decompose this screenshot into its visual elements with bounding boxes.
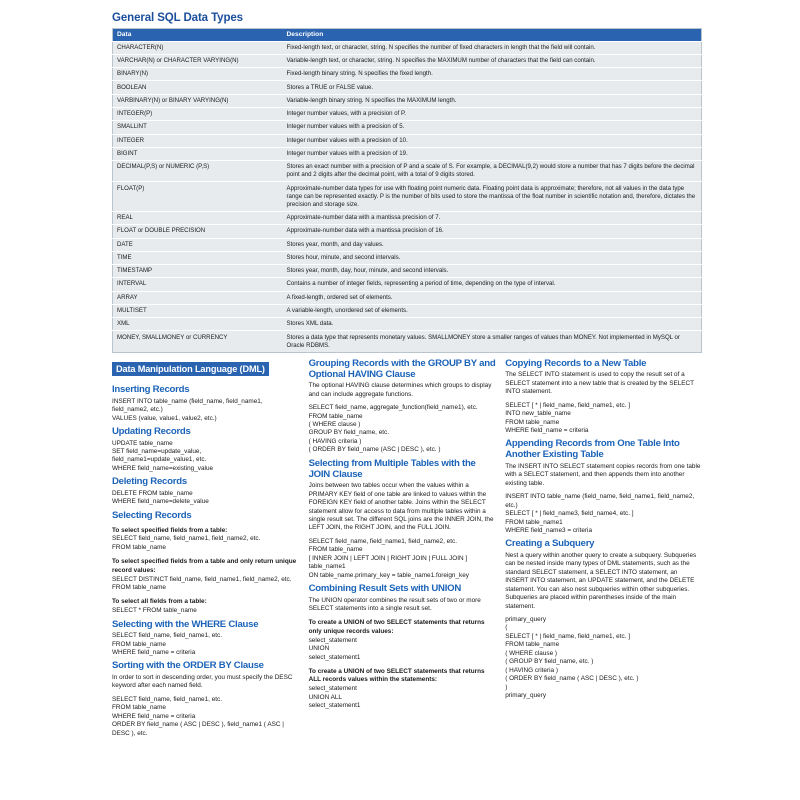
code-line: ON table_name.primary_key = table_name1.foreign_key — [308, 571, 469, 579]
column-header-description: Description — [283, 29, 702, 42]
cell-description: Integer number values with a precision of 19. — [283, 147, 702, 160]
cell-description: Integer number values with a precision of 10. — [283, 134, 702, 147]
text-appending-records: The INSERT INTO SELECT statement copies records from one table with a SELECT statement, and then appends them into another existing table. — [505, 462, 701, 487]
table-row — [113, 147, 702, 160]
code-line: ( HAVING criteria ) — [308, 437, 362, 445]
code-line: select_statement — [308, 636, 357, 644]
code-line: UNION ALL — [308, 693, 342, 701]
cell-data-type: CHARACTER(N) — [113, 41, 283, 54]
code-join — [309, 538, 497, 580]
code-line: FROM table_name1 — [505, 518, 563, 526]
code-line: FROM table_name — [112, 583, 166, 591]
table-row — [113, 182, 702, 211]
code-where — [112, 632, 300, 657]
heading-creating-subquery: Creating a Subquery — [505, 538, 595, 550]
code-line: ( ORDER BY field_name (ASC | DESC ), etc. ) — [308, 446, 441, 454]
cell-data-type: MULTISET — [113, 304, 283, 317]
code-line: field_name1=update_value1, etc. — [112, 456, 207, 464]
code-subquery — [505, 616, 702, 701]
page-title: General SQL Data Types — [112, 12, 243, 24]
column-middle — [309, 359, 506, 738]
code-select-fields — [112, 535, 300, 552]
code-line: ( WHERE clause ) — [308, 421, 361, 429]
code-insert — [112, 398, 300, 423]
cell-data-type: BIGINT — [113, 147, 283, 160]
cell-data-type: SMALLINT — [113, 121, 283, 134]
code-line: select_statement — [308, 685, 357, 693]
cell-description: Approximate-number data with a mantissa precision of 7. — [283, 211, 702, 224]
cell-data-type: BINARY(N) — [113, 68, 283, 81]
table-row — [113, 265, 702, 278]
code-line: WHERE field_name=delete_value — [112, 498, 209, 506]
cell-description: Contains a number of integer fields, representing a period of time, depending on the type of interval. — [283, 278, 702, 291]
code-line: SELECT field_name, field_name1, etc. — [112, 695, 223, 703]
code-line: SELECT field_name, field_name1, etc. — [112, 632, 223, 640]
subheading-select-all: To select all fields from a table: — [112, 598, 207, 606]
cell-data-type: TIME — [113, 251, 283, 264]
code-line: ) — [505, 683, 508, 691]
code-line: UPDATE table_name — [112, 439, 173, 447]
dml-banner: Data Manipulation Language (DML) — [112, 362, 269, 376]
code-line: select_statement1 — [308, 653, 361, 661]
text-order-by: In order to sort in descending order, you must specify the DESC keyword after each named field. — [112, 673, 293, 690]
table-row — [113, 318, 702, 331]
code-select-all — [112, 607, 300, 615]
code-insert-into-select — [505, 493, 702, 535]
code-line: GROUP BY field_name, etc. — [308, 429, 389, 437]
cell-description: Stores XML data. — [283, 318, 702, 331]
code-line: [ INNER JOIN | LEFT JOIN | RIGHT JOIN | FULL JOIN ] — [308, 554, 468, 562]
table-row — [113, 251, 702, 264]
cell-description: A fixed-length, ordered set of elements. — [283, 291, 702, 304]
cell-data-type: DATE — [113, 238, 283, 251]
cell-description: Approximate-number data with a mantissa precision of 16. — [283, 225, 702, 238]
code-order-by — [112, 696, 300, 738]
code-select-distinct — [112, 576, 300, 593]
table-row — [113, 54, 702, 67]
cell-data-type: VARBINARY(N) or BINARY VARYING(N) — [113, 94, 283, 107]
cell-description: Stores hour, minute, and second intervals. — [283, 251, 702, 264]
table-row — [113, 107, 702, 120]
cell-description: Stores an exact number with a precision of P and a scale of S. For example, a DECIMAL(9,2) would store a number that has 7 digits before the decimal point and 2 digits after the decimal point, with a total of 9 digits stored. — [283, 161, 702, 182]
cell-description: Approximate-number data types for use with floating point numeric data. Floating point data is approximate; therefore, not all values in the data type range can be represented exactly. P is the number of bits used to store the mantissa of the float number in scientific notation and, therefore, dictates the precision and storage size. — [283, 182, 702, 211]
code-line: SELECT field_name, aggregate_function(field_name1), etc. — [308, 404, 478, 412]
table-row — [113, 331, 702, 352]
code-line: ( ORDER BY field_name ( ASC | DESC ), etc. ) — [505, 675, 639, 683]
text-join-clause: Joins between two tables occur when the values within a PRIMARY KEY field of one table are linked to values within the FOREIGN KEY field of another table. Joins within the SELECT statement allow for access to data from multiple tables within a single result set. The different SQL joins are the INNER JOIN, the LEFT JOIN, the RIGHT JOIN, and the FULL JOIN. — [308, 482, 494, 532]
code-line: FROM table_name — [505, 418, 560, 426]
table-row — [113, 134, 702, 147]
table-header — [113, 29, 702, 42]
code-line: primary_query — [505, 692, 547, 700]
code-line: FROM table_name — [112, 543, 166, 551]
code-line: FROM table_name — [308, 412, 363, 420]
text-union: The UNION operator combines the result sets of two or more SELECT statements into a single result set. — [308, 596, 481, 613]
heading-order-by-clause: Sorting with the ORDER BY Clause — [112, 660, 264, 672]
table-row — [113, 81, 702, 94]
code-line: SELECT [ * | field_name3, field_name4, etc. ] — [505, 510, 634, 518]
cell-data-type: FLOAT or DOUBLE PRECISION — [113, 225, 283, 238]
column-right — [505, 359, 702, 738]
code-union-all — [309, 685, 497, 710]
code-line: FROM table_name — [112, 704, 166, 712]
code-line: WHERE field_name3 = criteria — [505, 526, 593, 534]
cell-description: Fixed-length text, or character, string. N specifies the number of fixed characters in length that the field will contain. — [283, 41, 702, 54]
cell-description: Variable-length text, or character, string. N specifies the MAXIMUM number of characters that the field can contain. — [283, 54, 702, 67]
code-line: VALUES (value, value1, value2, etc.) — [112, 414, 217, 422]
subheading-union-all: To create a UNION of two SELECT statements that returns ALL records values within the statements: — [308, 668, 485, 684]
heading-copying-records: Copying Records to a New Table — [505, 357, 647, 369]
text-copying-records: The SELECT INTO statement is used to copy the result set of a SELECT statement into a new table that is created by the SELECT INTO statement. — [505, 371, 694, 396]
heading-deleting-records: Deleting Records — [112, 476, 187, 488]
code-line: SELECT DISTINCT field_name, field_name1, field_name2, etc. — [112, 575, 292, 583]
code-line: DELETE FROM table_name — [112, 489, 193, 497]
cell-description: Stores year, month, and day values. — [283, 238, 702, 251]
table-row — [113, 278, 702, 291]
cell-data-type: INTEGER — [113, 134, 283, 147]
cell-description: Stores year, month, day, hour, minute, and second intervals. — [283, 265, 702, 278]
three-column-reference — [112, 359, 702, 738]
code-line: SELECT [ * | field_name, field_name1, etc. ] — [505, 401, 630, 409]
table-row — [113, 291, 702, 304]
cell-data-type: DECIMAL(P,S) or NUMERIC (P,S) — [113, 161, 283, 182]
heading-group-by: Grouping Records with the GROUP BY and Optional HAVING Clause — [308, 357, 496, 380]
code-line: ORDER BY field_name ( ASC | DESC ), field_name1 ( ASC | DESC ), etc. — [112, 721, 284, 737]
table-body — [113, 41, 702, 352]
cell-data-type: MONEY, SMALLMONEY or CURRENCY — [113, 331, 283, 352]
subheading-select-fields: To select specified fields from a table: — [112, 526, 228, 534]
subheading-select-distinct: To select specified fields from a table and only return unique record values: — [112, 558, 297, 574]
heading-where-clause: Selecting with the WHERE Clause — [112, 618, 259, 630]
code-line: SET field_name=update_value, — [112, 448, 202, 456]
table-row — [113, 121, 702, 134]
code-update — [112, 440, 300, 474]
data-types-table — [112, 28, 702, 353]
cell-description: Fixed-length binary string. N specifies the fixed length. — [283, 68, 702, 81]
code-line: ( — [505, 624, 508, 632]
code-line: FROM table_name — [505, 641, 560, 649]
code-line: FROM table_name — [308, 546, 363, 554]
column-header-data: Data — [113, 29, 283, 42]
code-line: WHERE field_name = criteria — [505, 427, 589, 434]
column-left — [112, 359, 309, 738]
code-line: SELECT * FROM table_name — [112, 607, 197, 615]
cell-description: Stores a data type that represents monetary values. SMALLMONEY store a smaller ranges of values than MONEY. Not implemented in MySQL or Oracle RDBMS. — [283, 331, 702, 352]
cell-data-type: XML — [113, 318, 283, 331]
code-line: INTO new_table_name — [505, 410, 571, 418]
cell-data-type: INTEGER(P) — [113, 107, 283, 120]
cell-data-type: ARRAY — [113, 291, 283, 304]
code-line: WHERE field_name = criteria — [112, 712, 196, 720]
heading-inserting-records: Inserting Records — [112, 384, 190, 396]
table-row — [113, 161, 702, 182]
code-line: SELECT field_name, field_name1, field_name2, etc. — [308, 537, 457, 545]
table-header-row — [113, 29, 702, 42]
code-line: ( GROUP BY field_name, etc. ) — [505, 658, 594, 666]
table-row — [113, 304, 702, 317]
cell-description: Integer number values, with a precision of P. — [283, 107, 702, 120]
cell-description: Stores a TRUE or FALSE value. — [283, 81, 702, 94]
code-select-into — [505, 402, 702, 436]
code-line: table_name1 — [308, 563, 346, 571]
code-line: ( WHERE clause ) — [505, 649, 558, 657]
cell-description: A variable-length, unordered set of elements. — [283, 304, 702, 317]
code-line: WHERE field_name=existing_value — [112, 464, 214, 472]
code-delete — [112, 490, 300, 507]
table-row — [113, 68, 702, 81]
code-line: SELECT field_name, field_name1, field_name2, etc. — [112, 535, 261, 543]
table-row — [113, 238, 702, 251]
code-line: WHERE field_name = criteria — [112, 649, 196, 657]
table-row — [113, 94, 702, 107]
code-line: ( HAVING criteria ) — [505, 666, 558, 674]
code-union-unique — [309, 637, 497, 662]
table-row — [113, 211, 702, 224]
code-line: SELECT [ * | field_name, field_name1, etc. ] — [505, 632, 630, 640]
code-line: INSERT INTO table_name (field_name, field_name1, field_name2, etc.) — [505, 493, 695, 509]
code-group-by — [309, 404, 497, 455]
cheat-sheet-page — [112, 0, 702, 800]
cell-data-type: BOOLEAN — [113, 81, 283, 94]
heading-union: Combining Result Sets with UNION — [308, 583, 462, 595]
cell-data-type: INTERVAL — [113, 278, 283, 291]
subheading-union-unique: To create a UNION of two SELECT statements that returns only unique records values: — [308, 619, 485, 635]
code-line: FROM table_name — [112, 640, 166, 648]
cell-data-type: VARCHAR(N) or CHARACTER VARYING(N) — [113, 54, 283, 67]
heading-updating-records: Updating Records — [112, 426, 191, 438]
table-row — [113, 225, 702, 238]
cell-data-type: FLOAT(P) — [113, 182, 283, 211]
cell-description: Integer number values with a precision of 5. — [283, 121, 702, 134]
code-line: UNION — [308, 645, 330, 653]
table-row — [113, 41, 702, 54]
heading-join-clause: Selecting from Multiple Tables with the JOIN Clause — [308, 457, 476, 480]
cell-data-type: REAL — [113, 211, 283, 224]
text-group-by: The optional HAVING clause determines which groups to display and can include aggregate functions. — [308, 382, 492, 398]
heading-selecting-records: Selecting Records — [112, 509, 192, 521]
cell-data-type: TIMESTAMP — [113, 265, 283, 278]
code-line: select_statement1 — [308, 702, 361, 710]
code-line: INSERT INTO table_name (field_name, field_name1, field_name2, etc.) — [112, 397, 263, 414]
text-subquery: Nest a query within another query to create a subquery. Subqueries can be nested inside many types of DML statements, such as the standard SELECT statement, a SELECT INTO statement, an INSERT INTO statement, an UPDATE statement, and the DELETE statement. You can also nest subqueries within other subqueries. Subqueries are placed within parentheses inside of the main statement. — [505, 551, 697, 610]
heading-appending-records: Appending Records from One Table Into Another Existing Table — [505, 438, 680, 461]
code-line: primary_query — [505, 616, 547, 624]
cell-description: Variable-length binary string. N specifies the MAXIMUM length. — [283, 94, 702, 107]
